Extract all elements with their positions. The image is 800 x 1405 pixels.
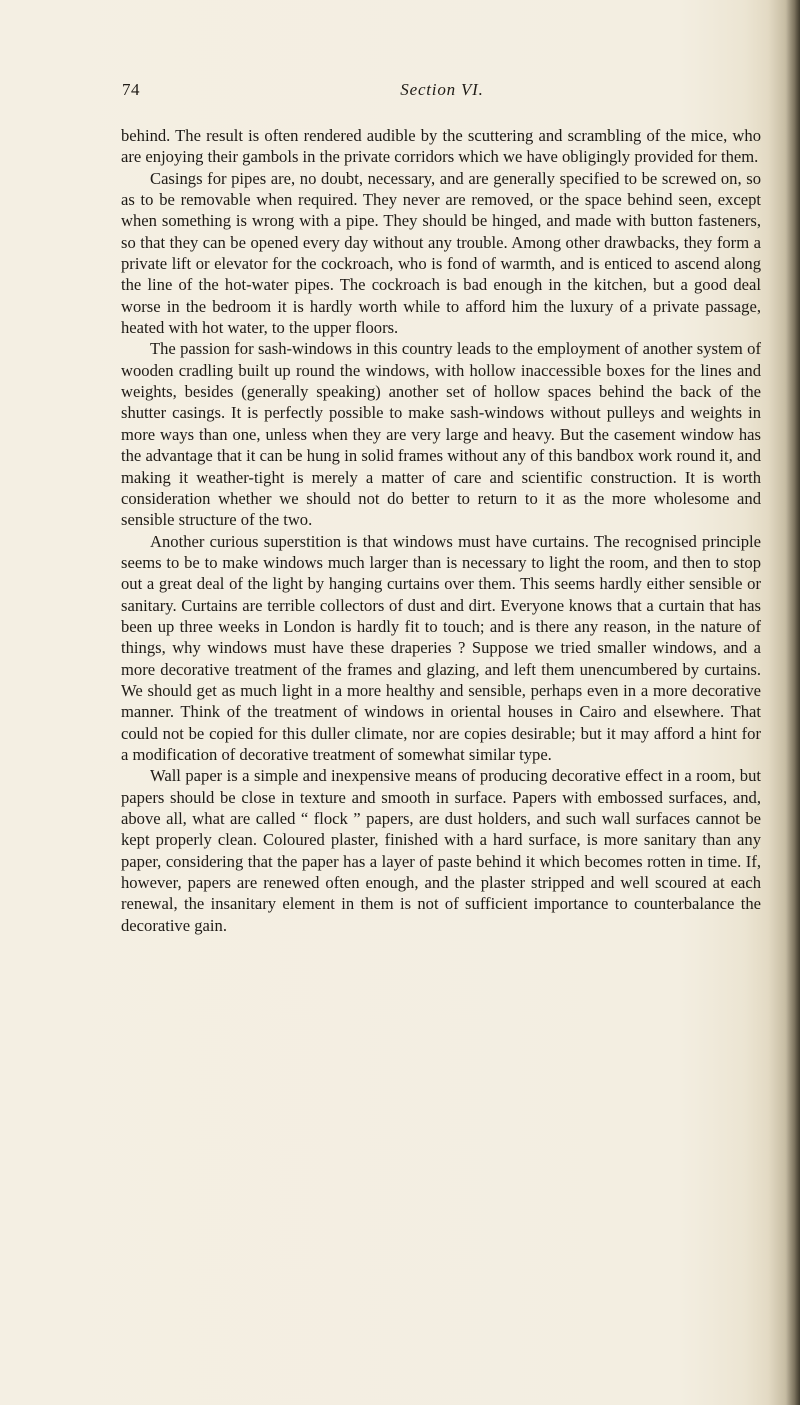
running-head: Section VI. <box>400 80 484 99</box>
paragraph: Casings for pipes are, no doubt, necessary, and are generally specified to be screwed on, so as to be removable when required. They never are removed, or the space behind seen, except when something is wrong with a pipe. They should be hinged, and made with button fasteners, so that they can be opened every day without any trouble. Among other drawbacks, they form a private lift or elevator for the cockroach, who is fond of warmth, and is enticed to ascend along the line of the hot-water pipes. The cockroach is bad enough in the kitchen, but a good deal worse in the bedroom it is hardly worth while to afford him the luxury of a private passage, heated with hot water, to the upper floors. <box>121 168 761 338</box>
page-edge-shadow <box>786 0 800 1405</box>
paragraph: Wall paper is a simple and inexpensive means of producing decorative effect in a room, but papers should be close in texture and smooth in surface. Papers with embossed surfaces, and, above all, what are called “ flock ” papers, are dust holders, and such wall surfaces cannot be kept properly clean. Coloured plaster, finished with a hard surface, is more sanitary than any paper, considering that the paper has a layer of paste behind it which becomes rotten in time. If, however, papers are renewed often enough, and the plaster stripped and well scoured at each renewal, the insanitary element in them is not of sufficient importance to counterbalance the decorative gain. <box>121 766 761 935</box>
body-text <box>121 125 761 936</box>
paragraph: The passion for sash-windows in this country leads to the employment of another system of wooden cradling built up round the windows, with hollow inaccessible boxes for the lines and weights, besides (generally speaking) another set of hollow spaces behind the back of the shutter casings. It is perfectly possible to make sash-windows without pulleys and weights in more ways than one, unless when they are very large and heavy. But the casement window has the advantage that it can be hung in solid frames without any of this bandbox work round it, and making it weather-tight is merely a matter of care and scientific construction. It is worth consideration whether we should not do better to return to it as the more wholesome and sensible structure of the two. <box>121 339 761 530</box>
paragraph: behind. The result is often rendered audible by the scuttering and scrambling of the mice, who are enjoying their gambols in the private corridors which we have obligingly provided for them. <box>121 126 761 167</box>
page-number: 74 <box>122 80 140 99</box>
page-header <box>122 80 762 104</box>
paragraph: Another curious superstition is that windows must have curtains. The recognised principle seems to be to make windows much larger than is necessary to light the room, and then to stop out a great deal of the light by hanging curtains over them. This seems hardly either sensible or sanitary. Curtains are terrible collectors of dust and dirt. Everyone knows that a curtain that has been up three weeks in London is hardly fit to touch; and is there any reason, in the nature of things, why windows must have these draperies ? Suppose we tried smaller windows, and a more decorative treatment of the frames and glazing, and left them unencumbered by curtains. We should get as much light in a more healthy and sensible, perhaps even in a more decorative manner. Think of the treatment of windows in oriental houses in Cairo and elsewhere. That could not be copied for this duller climate, nor are copies desirable; but it may afford a hint for a modification of decorative treatment of somewhat similar type. <box>121 531 761 764</box>
